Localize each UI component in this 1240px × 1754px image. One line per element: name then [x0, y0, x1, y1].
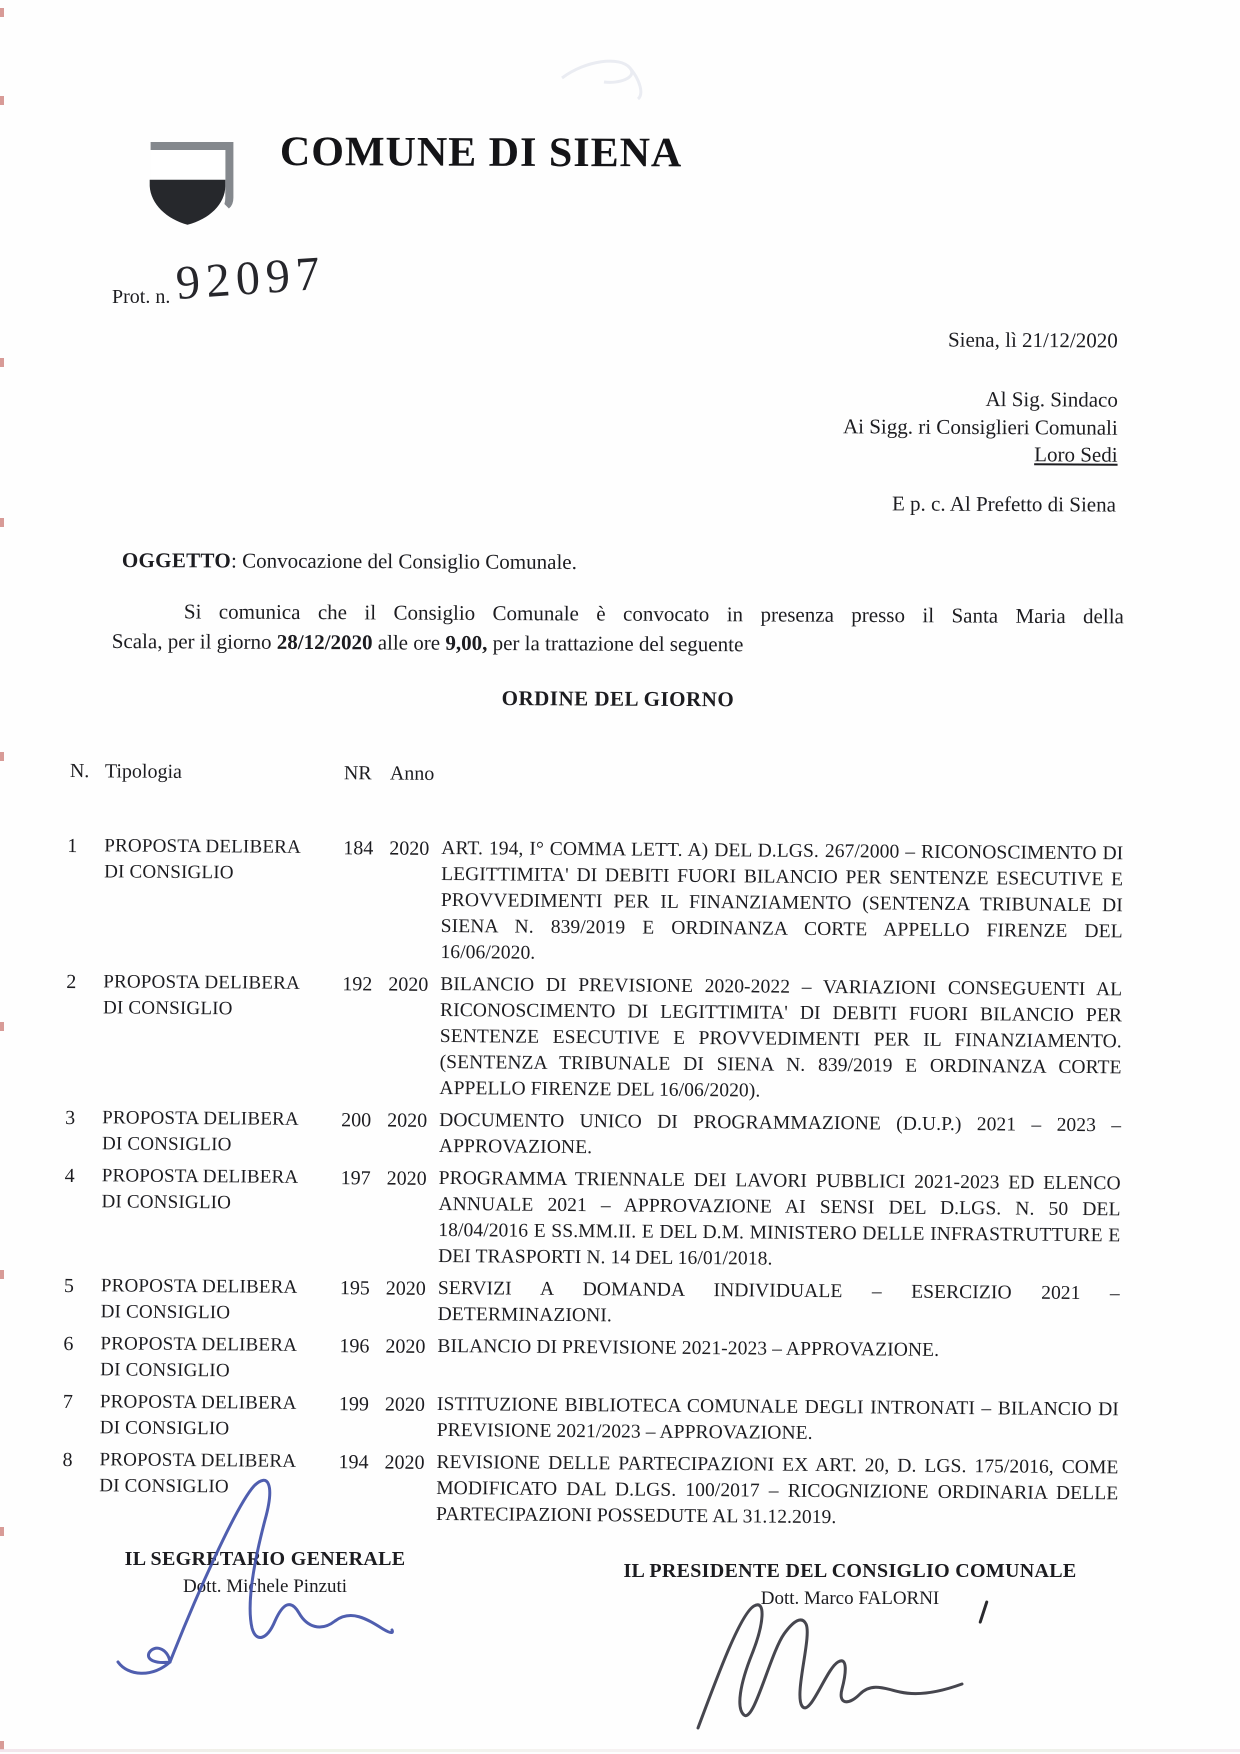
header-n: N.	[69, 760, 90, 783]
recipient-consiglieri: Ai Sigg. ri Consiglieri Comunali	[843, 413, 1119, 440]
signature-block-segretario	[95, 1548, 435, 1598]
recipient-loro-sedi: Loro Sedi	[1034, 442, 1118, 467]
presidente-signature-ink	[688, 1596, 978, 1736]
shield-upper-white	[151, 150, 226, 180]
signature-block-presidente	[600, 1560, 1100, 1610]
faint-stamp-artifact	[558, 52, 653, 100]
oggetto-label: OGGETTO	[121, 548, 232, 573]
item-number: 7	[62, 1391, 74, 1414]
scan-artifact	[0, 1022, 4, 1031]
oggetto-line	[122, 548, 577, 575]
scan-artifact	[0, 358, 4, 367]
segretario-role: IL SEGRETARIO GENERALE	[124, 1548, 406, 1570]
item-year: 2020	[388, 973, 429, 996]
item-type: PROPOSTA DELIBERA DI CONSIGLIO	[101, 1107, 298, 1156]
item-subject: SERVIZI A DOMANDA INDIVIDUALE – ESERCIZIO 2021 – DETERMINAZIONI.	[437, 1277, 1120, 1327]
body-line-2: Scala, per il giorno 28/12/2020 alle ore 9,00, per la trattazione del seguente	[111, 628, 744, 657]
item-number: 6	[63, 1333, 74, 1356]
item-type: PROPOSTA DELIBERA DI CONSIGLIO	[99, 1391, 296, 1440]
cc-prefetto-line: E p. c. Al Prefetto di Siena	[891, 491, 1117, 517]
agenda-row-7	[59, 1389, 1121, 1449]
item-nr: 194	[338, 1451, 369, 1474]
item-nr: 196	[339, 1335, 370, 1358]
agenda-title: ORDINE DEL GIORNO	[501, 686, 735, 712]
recipient-sindaco: Al Sig. Sindaco	[985, 387, 1119, 412]
agenda-row-3	[61, 1105, 1123, 1165]
item-nr: 200	[341, 1109, 372, 1132]
scan-artifact	[0, 1527, 4, 1536]
item-type: PROPOSTA DELIBERA DI CONSIGLIO	[100, 1275, 297, 1324]
prot-label: Prot. n.	[112, 286, 171, 308]
item-subject: REVISIONE DELLE PARTECIPAZIONI EX ART. 20, D. LGS. 175/2016, COME MODIFICATO DAL D.LGS. 100/2017 – RICOGNIZIONE ORDINARIA DELLE PARTECIPAZIONI POSSEDUTE AL 31.12.2019.	[436, 1451, 1119, 1529]
agenda-row-8	[58, 1447, 1121, 1533]
item-nr: 192	[342, 973, 373, 996]
recipients-block	[843, 385, 1118, 469]
item-subject: BILANCIO DI PREVISIONE 2020-2022 – VARIAZIONI CONSEGUENTI AL RICONOSCIMENTO DI LEGITTIMITA' DI DEBITI FUORI BILANCIO PER SENTENZE ESECUTIVE E PROVVEDIMENTI PER IL FINANZIAMENTO. (SENTENZA TRIBUNALE DI SIENA N. 839/2019 E ORDINANZA CORTE APPELLO FIRENZE DEL 16/06/2020).	[439, 973, 1123, 1102]
agenda-table	[58, 760, 1126, 1539]
agenda-row-2	[61, 969, 1124, 1107]
item-nr: 197	[340, 1167, 371, 1190]
item-type: PROPOSTA DELIBERA DI CONSIGLIO	[104, 835, 301, 884]
agenda-row-4	[60, 1163, 1123, 1275]
item-year: 2020	[387, 1109, 428, 1132]
item-nr: 199	[338, 1393, 370, 1416]
page-title: COMUNE DI SIENA	[279, 129, 683, 177]
item-type: PROPOSTA DELIBERA DI CONSIGLIO	[102, 971, 299, 1020]
date-line: Siena, lì 21/12/2020	[948, 327, 1119, 353]
item-subject: BILANCIO DI PREVISIONE 2021-2023 – APPROVAZIONE.	[437, 1335, 940, 1361]
item-nr: 184	[343, 837, 374, 860]
item-number: 4	[64, 1165, 75, 1188]
agenda-row-6	[59, 1331, 1121, 1391]
item-number: 1	[67, 835, 78, 858]
item-year: 2020	[386, 1167, 427, 1190]
presidente-role: IL PRESIDENTE DEL CONSIGLIO COMUNALE	[623, 1560, 1077, 1582]
prot-number-handwritten: 92097	[174, 246, 328, 311]
item-type: PROPOSTA DELIBERA DI CONSIGLIO	[100, 1333, 297, 1382]
header-nr: NR	[343, 762, 372, 785]
item-number: 3	[65, 1107, 76, 1130]
agenda-row-1	[62, 833, 1125, 971]
agenda-row-5	[60, 1273, 1122, 1333]
item-number: 8	[62, 1449, 73, 1472]
header-tipologia: Tipologia	[104, 760, 183, 783]
agenda-header-row	[64, 760, 1126, 791]
scan-artifact	[0, 96, 4, 105]
scan-artifact	[0, 1270, 4, 1279]
presidente-name: Dott. Marco FALORNI	[760, 1588, 940, 1609]
item-subject: DOCUMENTO UNICO DI PROGRAMMAZIONE (D.U.P.) 2021 – 2023 – APPROVAZIONE.	[438, 1109, 1122, 1159]
item-year: 2020	[384, 1451, 425, 1474]
scan-artifact	[0, 752, 4, 761]
item-nr: 195	[339, 1277, 370, 1300]
item-type: PROPOSTA DELIBERA DI CONSIGLIO	[99, 1449, 296, 1498]
header-anno: Anno	[389, 762, 435, 785]
item-subject: ART. 194, I° COMMA LETT. A) DEL D.LGS. 267/2000 – RICONOSCIMENTO DI LEGITTIMITA' DI DEBITI FUORI BILANCIO PER SENTENZE ESECUTIVE E PROVVEDIMENTI PER IL FINANZIAMENTO (SENTENZA TRIBUNALE DI SIENA N. 839/2019 E ORDINANZA CORTE APPELLO FIRENZE DEL 16/06/2020.	[440, 837, 1124, 964]
scan-artifact	[0, 8, 4, 17]
scan-bottom-edge	[0, 1749, 1240, 1752]
body-paragraph	[112, 596, 1124, 661]
shield-lower-black	[150, 180, 226, 225]
meeting-date: 28/12/2020	[276, 629, 373, 655]
item-year: 2020	[384, 1393, 426, 1416]
oggetto-text: : Convocazione del Consiglio Comunale.	[230, 548, 577, 574]
item-subject: ISTITUZIONE BIBLIOTECA COMUNALE DEGLI INTRONATI – BILANCIO DI PREVISIONE 2021/2023 – APPROVAZIONE.	[436, 1393, 1120, 1444]
item-number: 5	[63, 1275, 74, 1298]
segretario-name: Dott. Michele Pinzuti	[182, 1576, 348, 1597]
meeting-time: 9,00,	[445, 630, 488, 655]
item-subject: PROGRAMMA TRIENNALE DEI LAVORI PUBBLICI 2021-2023 ED ELENCO ANNUALE 2021 – APPROVAZIONE AI SENSI DEL D.LGS. N. 50 DEL 18/04/2016 E SS.MM.II. E DEL D.M. MINISTERO DELLE INFRASTRUTTURE E DEI TRASPORTI N. 14 DEL 16/01/2018.	[438, 1167, 1121, 1270]
siena-coat-of-arms-icon	[138, 132, 246, 232]
item-number: 2	[66, 971, 77, 994]
item-year: 2020	[385, 1335, 426, 1358]
body-line-1: Si comunica che il Consiglio Comunale è convocato in presenza presso il Santa Maria della	[183, 599, 1124, 629]
item-year: 2020	[385, 1277, 426, 1300]
scan-artifact	[0, 518, 4, 527]
item-year: 2020	[389, 837, 430, 860]
item-type: PROPOSTA DELIBERA DI CONSIGLIO	[101, 1165, 298, 1214]
